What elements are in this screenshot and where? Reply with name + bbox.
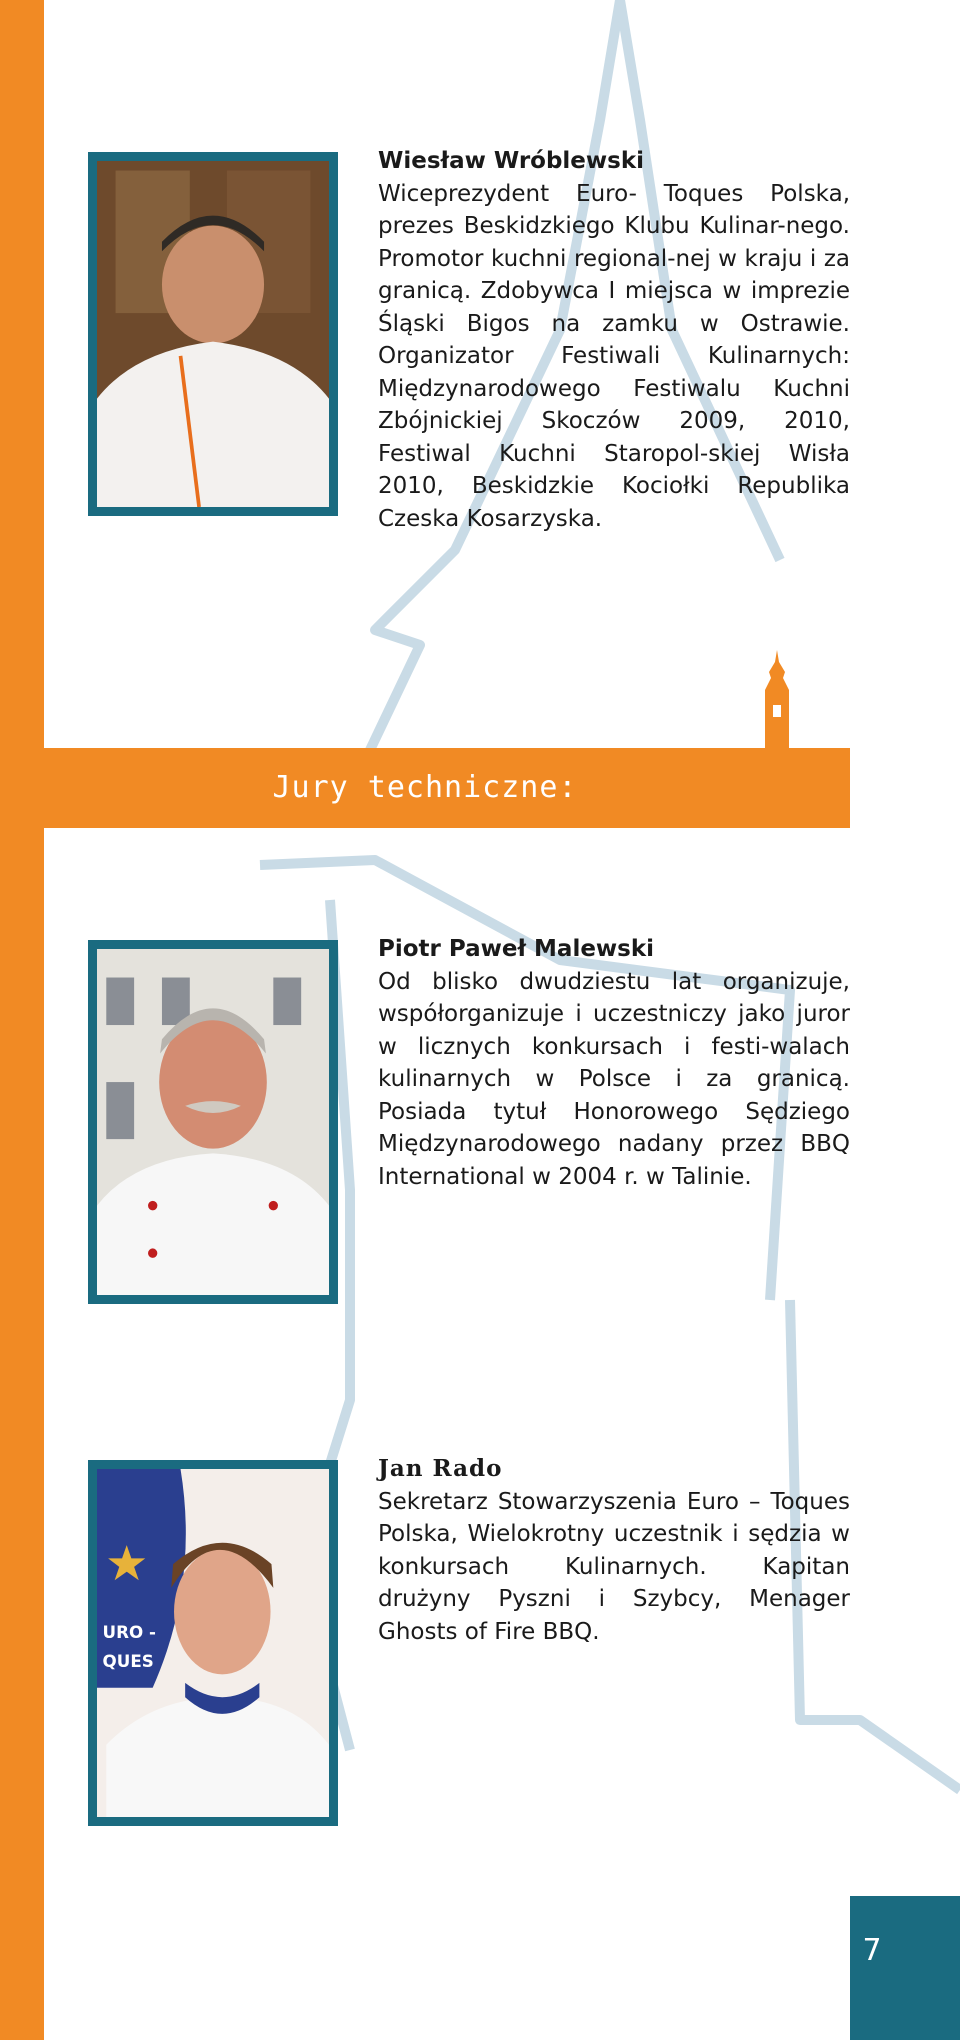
svg-text:QUES: QUES — [102, 1650, 154, 1671]
left-accent-bar — [0, 0, 44, 2040]
person-entry — [378, 145, 850, 535]
person-bio: Od blisko dwudziestu lat organizuje, współorganizuje i uczestniczy jako juror w licznych konkursach i festi-walach kulinarnych w Polsce i za granicą. Posiada tytuł Honorowego Sędziego Międzynarodowego nadany przez BBQ International w 2004 r. w Talinie. — [378, 968, 850, 1190]
tower-icon — [752, 650, 802, 750]
person-entry — [378, 1453, 850, 1648]
section-title: Jury techniczne: — [272, 770, 578, 805]
portrait-photo — [88, 940, 338, 1304]
page-number: 7 — [862, 1933, 882, 1968]
person-bio: Sekretarz Stowarzyszenia Euro – Toques Polska, Wielokrotny uczestnik i sędzia w konkursach Kulinarnych. Kapitan drużyny Pyszni i Szybcy, Menager Ghosts of Fire BBQ. — [378, 1488, 850, 1645]
person-entry — [378, 933, 850, 1193]
person-name: Wiesław Wróblewski — [378, 148, 645, 174]
page-number-box — [850, 1896, 960, 2040]
portrait-photo — [88, 152, 338, 516]
person-name: Jan Rado — [378, 1455, 503, 1482]
svg-text:URO -: URO - — [102, 1622, 156, 1643]
portrait-photo — [88, 1460, 338, 1826]
person-bio: Wiceprezydent Euro- Toques Polska, prezes Beskidzkiego Klubu Kulinar-nego. Promotor kuchni regional-nej w kraju i za granicą. Zdobywca I miejsca w imprezie Śląski Bigos na zamku w Ostrawie. Organizator Festiwali Kulinarnych: Międzynarodowego Festiwalu Kuchni Zbójnickiej Skoczów 2009, 2010, Festiwal Kuchni Staropol-skiej Wisła 2010, Beskidzkie Kociołki Republika Czeska Kosarzyska. — [378, 180, 850, 532]
person-name: Piotr Paweł Malewski — [378, 936, 655, 962]
